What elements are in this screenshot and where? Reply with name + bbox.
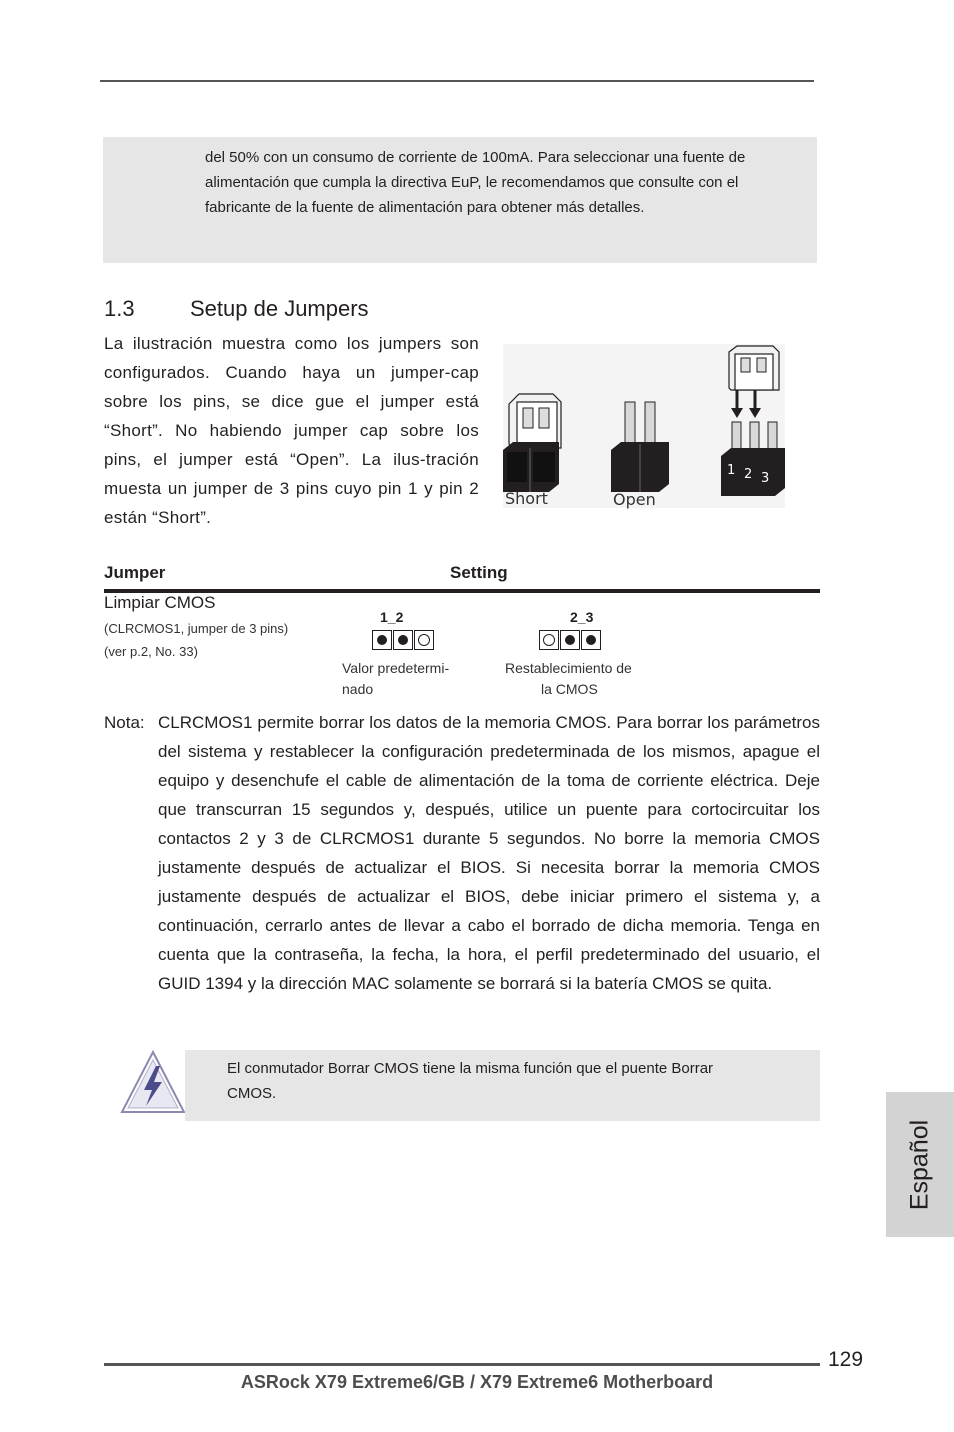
row-title: Limpiar CMOS <box>104 593 216 612</box>
pin-2 <box>393 630 413 650</box>
setting1-caption-line2: nado <box>342 681 374 697</box>
pin-3 <box>581 630 601 650</box>
setting2-caption-line2: la CMOS <box>541 681 598 697</box>
setting1-caption-line1: Valor predetermi- <box>342 660 450 676</box>
row-subtitle-2: (ver p.2, No. 33) <box>104 644 198 659</box>
jumper-illustration <box>503 344 785 508</box>
nota-body: CLRCMOS1 permite borrar los datos de la memoria CMOS. Para borrar los parámetros del sistema y restablecer la configuración predeterminada de los mismos, apague el equipo y desenchufe el cable de alimentación de la toma de corriente eléctrica. Deje que transcurran 15 segundos y, después, utilice un puente para cortocircuitar los contactos 2 y 3 de CLRCMOS1 durante 5 segundos. No borre la memoria CMOS justamente después de actualizar el BIOS. Si necesita borrar la memoria CMOS justamente después de actualizar el BIOS, debe iniciar primero el sistema y, a continuación, cerrarlo antes de llevar a cabo el borrado de dicha memoria. Tenga en cuenta que la contraseña, la fecha, la hora, el perfil predeterminado del usuario, el GUID 1394 y la dirección MAC solamente se borrará si la batería CMOS se quita. <box>158 713 820 993</box>
setting2-label: 2_3 <box>570 609 594 625</box>
note-text: del 50% con un consumo de corriente de 100mA. Para seleccionar una fuente de alimentación que cumpla la directiva EuP, le recomendamos que consulte con el fabricante de la fuente de alimentación para obtener más detalles. <box>205 149 746 216</box>
warning-text: El conmutador Borrar CMOS tiene la misma función que el puente Borrar CMOS. <box>227 1060 714 1102</box>
row-subtitle-1: (CLRCMOS1, jumper de 3 pins) <box>104 621 289 636</box>
language-tab-label: Español <box>905 1119 934 1210</box>
table-header-setting: Setting <box>450 563 508 582</box>
page-number: 129 <box>828 1348 864 1371</box>
top-rule <box>100 80 814 82</box>
section-number: 1.3 <box>104 296 135 321</box>
jumper-drawing <box>503 344 785 508</box>
pin-3 <box>414 630 434 650</box>
pin-1 <box>539 630 559 650</box>
pin-2 <box>560 630 580 650</box>
short-jumper-graphic <box>503 394 561 492</box>
short-label: Short <box>505 489 548 508</box>
pin-number-3: 3 <box>761 471 770 486</box>
footer-rule <box>104 1363 820 1366</box>
section-intro: La ilustración muestra como los jumpers son configurados. Cuando haya un jumper-cap sobre los pins, se dice gue el jumper está “Short”. No habiendo jumper cap sobre los pins, el jumper está “Open”. La ilus-tración muesta un jumper de 3 pins cuyo pin 1 y pin 2 están “Short”. <box>104 334 479 527</box>
section-title: Setup de Jumpers <box>190 296 369 321</box>
footer-title: ASRock X79 Extreme6/GB / X79 Extreme6 Motherboard <box>240 1372 714 1392</box>
setting2-pins <box>539 630 602 652</box>
three-pin-jumper-graphic <box>721 346 785 496</box>
language-tab <box>886 1092 954 1237</box>
open-jumper-graphic <box>611 402 669 492</box>
note-box <box>103 137 817 263</box>
warning-box <box>185 1050 820 1121</box>
pin-1 <box>372 630 392 650</box>
warning-lightning-icon <box>120 1050 186 1116</box>
table-header-jumper: Jumper <box>104 563 166 582</box>
setting1-label: 1_2 <box>380 609 404 625</box>
setting2-caption-line1: Restablecimiento de <box>505 660 632 676</box>
nota-lead: Nota: <box>104 713 145 732</box>
pin-number-1: 1 <box>727 463 736 478</box>
pin-number-2: 2 <box>744 467 753 482</box>
setting1-pins <box>372 630 435 652</box>
open-label: Open <box>613 490 656 509</box>
section-heading <box>104 296 369 322</box>
nota-block <box>104 708 820 998</box>
